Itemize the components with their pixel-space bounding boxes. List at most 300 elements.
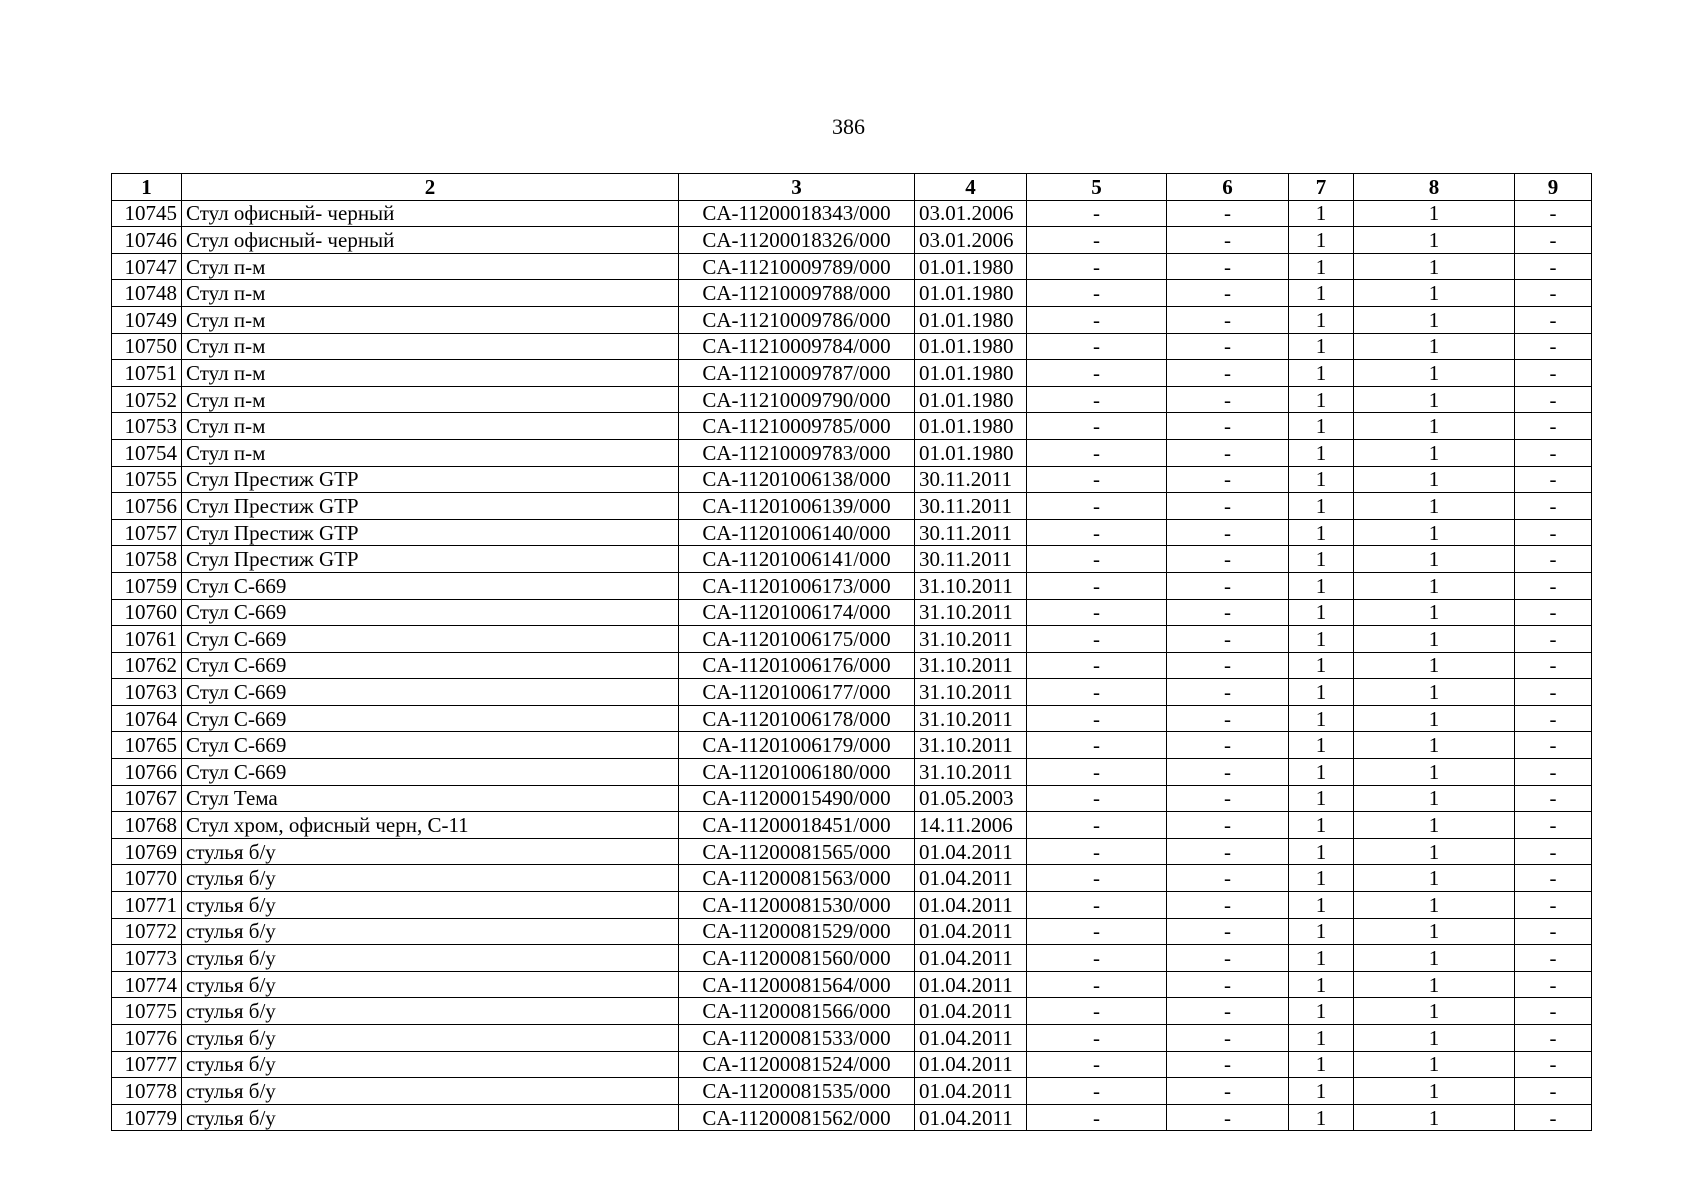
col-5-cell: - (1027, 865, 1167, 892)
inventory-code-cell: CA-11200018343/000 (679, 200, 915, 227)
col-9-cell: - (1515, 918, 1592, 945)
col-9-cell: - (1515, 892, 1592, 919)
col-5-cell: - (1027, 493, 1167, 520)
col-6-cell: - (1167, 386, 1289, 413)
col-8-cell: 1 (1354, 945, 1515, 972)
col-9-cell: - (1515, 493, 1592, 520)
table-row (112, 971, 1592, 998)
col-8-cell: 1 (1354, 333, 1515, 360)
col-6-cell: - (1167, 918, 1289, 945)
col-7-cell: 1 (1289, 785, 1354, 812)
col-8-cell: 1 (1354, 971, 1515, 998)
table-row (112, 599, 1592, 626)
col-5-cell: - (1027, 1051, 1167, 1078)
col-9-cell: - (1515, 1051, 1592, 1078)
col-5-cell: - (1027, 519, 1167, 546)
date-cell: 31.10.2011 (915, 652, 1027, 679)
row-number-cell: 10749 (112, 306, 182, 333)
inventory-code-cell: CA-11210009787/000 (679, 360, 915, 387)
col-8-cell: 1 (1354, 918, 1515, 945)
row-number-cell: 10757 (112, 519, 182, 546)
col-8-cell: 1 (1354, 732, 1515, 759)
col-9-cell: - (1515, 1025, 1592, 1052)
date-cell: 01.04.2011 (915, 998, 1027, 1025)
row-number-cell: 10760 (112, 599, 182, 626)
row-number-cell: 10755 (112, 466, 182, 493)
col-7-cell: 1 (1289, 679, 1354, 706)
row-number-cell: 10752 (112, 386, 182, 413)
table-row (112, 360, 1592, 387)
row-number-cell: 10756 (112, 493, 182, 520)
col-8-cell: 1 (1354, 572, 1515, 599)
item-name-cell: Стул п-м (182, 386, 679, 413)
item-name-cell: стулья б/у (182, 838, 679, 865)
col-6-cell: - (1167, 413, 1289, 440)
col-6-cell: - (1167, 280, 1289, 307)
col-5-cell: - (1027, 1104, 1167, 1131)
col-7-cell: 1 (1289, 200, 1354, 227)
inventory-code-cell: CA-11200015490/000 (679, 785, 915, 812)
item-name-cell: Стул С-669 (182, 599, 679, 626)
table-header-row (112, 174, 1592, 201)
row-number-cell: 10748 (112, 280, 182, 307)
item-name-cell: стулья б/у (182, 1078, 679, 1105)
col-8-cell: 1 (1354, 439, 1515, 466)
col-5-cell: - (1027, 360, 1167, 387)
col-9-cell: - (1515, 759, 1592, 786)
col-7-cell: 1 (1289, 466, 1354, 493)
item-name-cell: Стул Тема (182, 785, 679, 812)
table-row (112, 439, 1592, 466)
date-cell: 01.04.2011 (915, 1051, 1027, 1078)
date-cell: 01.01.1980 (915, 306, 1027, 333)
col-9-cell: - (1515, 679, 1592, 706)
col-6-cell: - (1167, 306, 1289, 333)
col-8-cell: 1 (1354, 679, 1515, 706)
col-6-cell: - (1167, 493, 1289, 520)
inventory-code-cell: CA-11200081533/000 (679, 1025, 915, 1052)
col-8-cell: 1 (1354, 227, 1515, 254)
table-row (112, 705, 1592, 732)
row-number-cell: 10778 (112, 1078, 182, 1105)
col-9-cell: - (1515, 652, 1592, 679)
col-6-cell: - (1167, 519, 1289, 546)
item-name-cell: Стул хром, офисный черн, С-11 (182, 812, 679, 839)
date-cell: 01.04.2011 (915, 918, 1027, 945)
col-6-cell: - (1167, 572, 1289, 599)
table-row (112, 519, 1592, 546)
date-cell: 30.11.2011 (915, 493, 1027, 520)
date-cell: 01.05.2003 (915, 785, 1027, 812)
row-number-cell: 10772 (112, 918, 182, 945)
col-8-cell: 1 (1354, 1104, 1515, 1131)
inventory-code-cell: CA-11210009786/000 (679, 306, 915, 333)
row-number-cell: 10777 (112, 1051, 182, 1078)
date-cell: 01.01.1980 (915, 360, 1027, 387)
col-6-cell: - (1167, 812, 1289, 839)
col-5-cell: - (1027, 306, 1167, 333)
col-6-cell: - (1167, 971, 1289, 998)
table-row (112, 200, 1592, 227)
col-7-cell: 1 (1289, 971, 1354, 998)
table-row (112, 759, 1592, 786)
date-cell: 31.10.2011 (915, 599, 1027, 626)
inventory-code-cell: CA-11201006175/000 (679, 626, 915, 653)
col-9-cell: - (1515, 360, 1592, 387)
row-number-cell: 10761 (112, 626, 182, 653)
item-name-cell: Стул офисный- черный (182, 227, 679, 254)
col-6-cell: - (1167, 705, 1289, 732)
col-9-cell: - (1515, 306, 1592, 333)
table-row (112, 865, 1592, 892)
item-name-cell: стулья б/у (182, 1025, 679, 1052)
item-name-cell: стулья б/у (182, 1051, 679, 1078)
col-8-cell: 1 (1354, 200, 1515, 227)
item-name-cell: Стул п-м (182, 306, 679, 333)
column-header: 2 (182, 174, 679, 201)
date-cell: 01.01.1980 (915, 413, 1027, 440)
column-header: 8 (1354, 174, 1515, 201)
col-5-cell: - (1027, 732, 1167, 759)
col-9-cell: - (1515, 200, 1592, 227)
col-7-cell: 1 (1289, 892, 1354, 919)
col-6-cell: - (1167, 679, 1289, 706)
table-body (112, 200, 1592, 1131)
item-name-cell: Стул С-669 (182, 626, 679, 653)
col-8-cell: 1 (1354, 1078, 1515, 1105)
date-cell: 03.01.2006 (915, 227, 1027, 254)
row-number-cell: 10753 (112, 413, 182, 440)
inventory-code-cell: CA-11201006179/000 (679, 732, 915, 759)
row-number-cell: 10745 (112, 200, 182, 227)
inventory-code-cell: CA-11201006178/000 (679, 705, 915, 732)
item-name-cell: стулья б/у (182, 998, 679, 1025)
col-5-cell: - (1027, 759, 1167, 786)
date-cell: 30.11.2011 (915, 466, 1027, 493)
inventory-code-cell: CA-11210009790/000 (679, 386, 915, 413)
col-6-cell: - (1167, 626, 1289, 653)
date-cell: 01.04.2011 (915, 1025, 1027, 1052)
col-5-cell: - (1027, 253, 1167, 280)
table-row (112, 386, 1592, 413)
col-5-cell: - (1027, 413, 1167, 440)
col-7-cell: 1 (1289, 306, 1354, 333)
column-header: 3 (679, 174, 915, 201)
col-6-cell: - (1167, 546, 1289, 573)
col-5-cell: - (1027, 892, 1167, 919)
col-7-cell: 1 (1289, 652, 1354, 679)
col-9-cell: - (1515, 732, 1592, 759)
row-number-cell: 10763 (112, 679, 182, 706)
inventory-code-cell: CA-11200081535/000 (679, 1078, 915, 1105)
inventory-code-cell: CA-11200081565/000 (679, 838, 915, 865)
col-6-cell: - (1167, 599, 1289, 626)
date-cell: 31.10.2011 (915, 572, 1027, 599)
row-number-cell: 10775 (112, 998, 182, 1025)
item-name-cell: Стул Престиж GTP (182, 493, 679, 520)
inventory-code-cell: CA-11200081562/000 (679, 1104, 915, 1131)
inventory-code-cell: CA-11210009789/000 (679, 253, 915, 280)
col-5-cell: - (1027, 200, 1167, 227)
col-5-cell: - (1027, 626, 1167, 653)
row-number-cell: 10762 (112, 652, 182, 679)
col-7-cell: 1 (1289, 865, 1354, 892)
inventory-code-cell: CA-11200018451/000 (679, 812, 915, 839)
item-name-cell: стулья б/у (182, 945, 679, 972)
table-row (112, 333, 1592, 360)
item-name-cell: Стул С-669 (182, 759, 679, 786)
date-cell: 01.04.2011 (915, 865, 1027, 892)
date-cell: 01.01.1980 (915, 333, 1027, 360)
row-number-cell: 10768 (112, 812, 182, 839)
col-6-cell: - (1167, 998, 1289, 1025)
column-header: 9 (1515, 174, 1592, 201)
col-8-cell: 1 (1354, 493, 1515, 520)
col-8-cell: 1 (1354, 360, 1515, 387)
date-cell: 01.04.2011 (915, 971, 1027, 998)
col-9-cell: - (1515, 626, 1592, 653)
table-row (112, 253, 1592, 280)
date-cell: 30.11.2011 (915, 546, 1027, 573)
col-6-cell: - (1167, 838, 1289, 865)
col-9-cell: - (1515, 572, 1592, 599)
table-row (112, 466, 1592, 493)
table-row (112, 945, 1592, 972)
col-8-cell: 1 (1354, 253, 1515, 280)
table-row (112, 838, 1592, 865)
col-5-cell: - (1027, 280, 1167, 307)
col-7-cell: 1 (1289, 413, 1354, 440)
column-header: 7 (1289, 174, 1354, 201)
item-name-cell: Стул Престиж GTP (182, 519, 679, 546)
column-header: 1 (112, 174, 182, 201)
col-6-cell: - (1167, 227, 1289, 254)
item-name-cell: Стул п-м (182, 333, 679, 360)
col-7-cell: 1 (1289, 546, 1354, 573)
col-9-cell: - (1515, 865, 1592, 892)
col-8-cell: 1 (1354, 812, 1515, 839)
col-5-cell: - (1027, 971, 1167, 998)
col-5-cell: - (1027, 386, 1167, 413)
inventory-code-cell: CA-11210009785/000 (679, 413, 915, 440)
col-6-cell: - (1167, 652, 1289, 679)
row-number-cell: 10747 (112, 253, 182, 280)
col-6-cell: - (1167, 865, 1289, 892)
page-number: 386 (832, 114, 865, 139)
col-7-cell: 1 (1289, 1051, 1354, 1078)
col-8-cell: 1 (1354, 892, 1515, 919)
table-row (112, 892, 1592, 919)
date-cell: 31.10.2011 (915, 732, 1027, 759)
row-number-cell: 10767 (112, 785, 182, 812)
item-name-cell: Стул офисный- черный (182, 200, 679, 227)
col-9-cell: - (1515, 998, 1592, 1025)
col-6-cell: - (1167, 1104, 1289, 1131)
inventory-code-cell: CA-11201006138/000 (679, 466, 915, 493)
item-name-cell: стулья б/у (182, 865, 679, 892)
row-number-cell: 10773 (112, 945, 182, 972)
col-5-cell: - (1027, 705, 1167, 732)
table-row (112, 1025, 1592, 1052)
table-row (112, 626, 1592, 653)
col-5-cell: - (1027, 599, 1167, 626)
col-9-cell: - (1515, 253, 1592, 280)
item-name-cell: Стул С-669 (182, 679, 679, 706)
table-row (112, 1051, 1592, 1078)
col-5-cell: - (1027, 546, 1167, 573)
col-9-cell: - (1515, 785, 1592, 812)
col-9-cell: - (1515, 838, 1592, 865)
col-5-cell: - (1027, 945, 1167, 972)
col-8-cell: 1 (1354, 785, 1515, 812)
col-6-cell: - (1167, 439, 1289, 466)
item-name-cell: стулья б/у (182, 971, 679, 998)
col-9-cell: - (1515, 546, 1592, 573)
col-6-cell: - (1167, 1025, 1289, 1052)
col-9-cell: - (1515, 466, 1592, 493)
item-name-cell: Стул С-669 (182, 732, 679, 759)
col-6-cell: - (1167, 360, 1289, 387)
inventory-code-cell: CA-11200018326/000 (679, 227, 915, 254)
column-header: 4 (915, 174, 1027, 201)
date-cell: 01.04.2011 (915, 1078, 1027, 1105)
col-6-cell: - (1167, 945, 1289, 972)
col-7-cell: 1 (1289, 1025, 1354, 1052)
table-row (112, 546, 1592, 573)
date-cell: 31.10.2011 (915, 705, 1027, 732)
col-5-cell: - (1027, 918, 1167, 945)
date-cell: 01.04.2011 (915, 838, 1027, 865)
col-5-cell: - (1027, 1025, 1167, 1052)
col-7-cell: 1 (1289, 945, 1354, 972)
table-row (112, 652, 1592, 679)
table-row (112, 306, 1592, 333)
inventory-code-cell: CA-11201006141/000 (679, 546, 915, 573)
col-6-cell: - (1167, 759, 1289, 786)
col-8-cell: 1 (1354, 998, 1515, 1025)
col-7-cell: 1 (1289, 626, 1354, 653)
col-8-cell: 1 (1354, 466, 1515, 493)
inventory-code-cell: CA-11200081566/000 (679, 998, 915, 1025)
inventory-code-cell: CA-11210009788/000 (679, 280, 915, 307)
table-row (112, 572, 1592, 599)
col-5-cell: - (1027, 838, 1167, 865)
col-5-cell: - (1027, 812, 1167, 839)
item-name-cell: Стул п-м (182, 253, 679, 280)
item-name-cell: Стул п-м (182, 439, 679, 466)
inventory-code-cell: CA-11200081530/000 (679, 892, 915, 919)
row-number-cell: 10770 (112, 865, 182, 892)
row-number-cell: 10766 (112, 759, 182, 786)
col-5-cell: - (1027, 439, 1167, 466)
table-row (112, 413, 1592, 440)
row-number-cell: 10754 (112, 439, 182, 466)
col-6-cell: - (1167, 466, 1289, 493)
item-name-cell: Стул С-669 (182, 572, 679, 599)
date-cell: 01.01.1980 (915, 280, 1027, 307)
item-name-cell: Стул п-м (182, 413, 679, 440)
col-5-cell: - (1027, 466, 1167, 493)
col-5-cell: - (1027, 998, 1167, 1025)
table-row (112, 493, 1592, 520)
col-9-cell: - (1515, 599, 1592, 626)
register-table (111, 173, 1592, 1131)
col-8-cell: 1 (1354, 652, 1515, 679)
col-7-cell: 1 (1289, 360, 1354, 387)
table-row (112, 918, 1592, 945)
col-8-cell: 1 (1354, 838, 1515, 865)
col-9-cell: - (1515, 1104, 1592, 1131)
inventory-code-cell: CA-11201006174/000 (679, 599, 915, 626)
col-8-cell: 1 (1354, 1025, 1515, 1052)
row-number-cell: 10774 (112, 971, 182, 998)
inventory-code-cell: CA-11200081529/000 (679, 918, 915, 945)
date-cell: 30.11.2011 (915, 519, 1027, 546)
item-name-cell: Стул п-м (182, 360, 679, 387)
row-number-cell: 10746 (112, 227, 182, 254)
date-cell: 01.04.2011 (915, 1104, 1027, 1131)
row-number-cell: 10779 (112, 1104, 182, 1131)
col-8-cell: 1 (1354, 865, 1515, 892)
table-row (112, 785, 1592, 812)
col-9-cell: - (1515, 333, 1592, 360)
date-cell: 01.04.2011 (915, 945, 1027, 972)
inventory-code-cell: CA-11200081560/000 (679, 945, 915, 972)
date-cell: 14.11.2006 (915, 812, 1027, 839)
inventory-code-cell: CA-11201006180/000 (679, 759, 915, 786)
table-row (112, 1078, 1592, 1105)
col-8-cell: 1 (1354, 386, 1515, 413)
col-8-cell: 1 (1354, 599, 1515, 626)
item-name-cell: Стул С-669 (182, 652, 679, 679)
inventory-code-cell: CA-11201006176/000 (679, 652, 915, 679)
col-8-cell: 1 (1354, 759, 1515, 786)
col-9-cell: - (1515, 705, 1592, 732)
col-5-cell: - (1027, 679, 1167, 706)
inventory-code-cell: CA-11210009783/000 (679, 439, 915, 466)
col-7-cell: 1 (1289, 439, 1354, 466)
col-8-cell: 1 (1354, 413, 1515, 440)
table-row (112, 280, 1592, 307)
col-7-cell: 1 (1289, 918, 1354, 945)
col-8-cell: 1 (1354, 519, 1515, 546)
inventory-code-cell: CA-11201006140/000 (679, 519, 915, 546)
col-9-cell: - (1515, 439, 1592, 466)
col-7-cell: 1 (1289, 732, 1354, 759)
col-6-cell: - (1167, 732, 1289, 759)
inventory-code-cell: CA-11201006139/000 (679, 493, 915, 520)
col-7-cell: 1 (1289, 386, 1354, 413)
row-number-cell: 10765 (112, 732, 182, 759)
inventory-code-cell: CA-11200081564/000 (679, 971, 915, 998)
date-cell: 01.01.1980 (915, 386, 1027, 413)
col-7-cell: 1 (1289, 1078, 1354, 1105)
col-7-cell: 1 (1289, 572, 1354, 599)
col-7-cell: 1 (1289, 519, 1354, 546)
col-9-cell: - (1515, 519, 1592, 546)
table-row (112, 679, 1592, 706)
col-5-cell: - (1027, 785, 1167, 812)
col-8-cell: 1 (1354, 306, 1515, 333)
item-name-cell: Стул Престиж GTP (182, 546, 679, 573)
col-7-cell: 1 (1289, 493, 1354, 520)
col-6-cell: - (1167, 785, 1289, 812)
table-row (112, 812, 1592, 839)
date-cell: 01.01.1980 (915, 253, 1027, 280)
row-number-cell: 10759 (112, 572, 182, 599)
col-5-cell: - (1027, 572, 1167, 599)
col-9-cell: - (1515, 227, 1592, 254)
